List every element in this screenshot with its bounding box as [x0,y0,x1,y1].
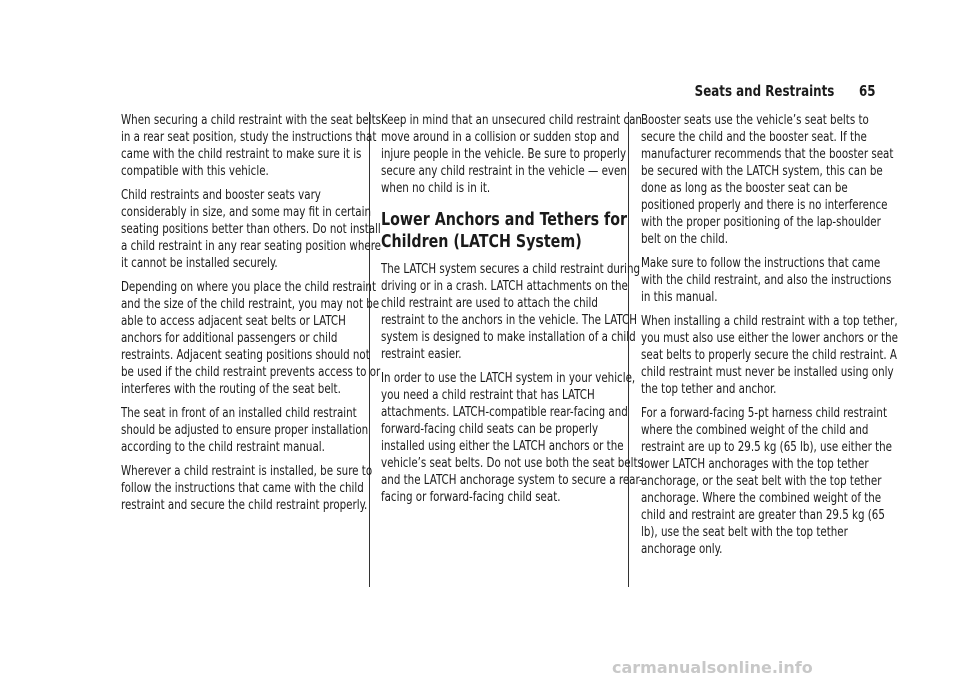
text-column-3 [641,112,903,565]
watermark: carmanualsonline.info [612,658,813,677]
paragraph: Booster seats use the vehicle’s seat belts to secure the child and the booster seat. If the manufacturer recommends that the booster seat be secured with the LATCH system, this can be done as long as the booster seat can be positioned properly and there is no interference with the proper positioning of the lap-shoulder belt on the child. [641,113,894,247]
section-title: Seats and Restraints [695,82,835,100]
text-column-1 [121,112,383,521]
section-heading: Lower Anchors and Tethers for Children (LATCH System) [381,209,628,252]
text-column-2 [381,112,643,513]
paragraph: When securing a child restraint with the seat belts in a rear seat position, study the instructions that came with the child restraint to make sure it is compatible with this vehicle. [121,113,382,179]
paragraph: The LATCH system secures a child restraint during driving or in a crash. LATCH attachments on the child restraint are used to attach the child restraint to the anchors in the vehicle. The LATCH system is designed to make installation of a child restraint easier. [381,262,641,362]
paragraph: For a forward-facing 5-pt harness child restraint where the combined weight of the child and restraint are up to 29.5 kg (65 lb), use either the lower LATCH anchorages with the top tether anchorage, or the seat belt with the top tether anchorage. Where the combined weight of the child and restraint are greater than 29.5 kg (65 lb), use the seat belt with the top tether anchorage only. [641,406,892,557]
paragraph: When installing a child restraint with a top tether, you must also use either the lower anchors or the seat belts to properly secure the child restraint. A child restraint must never be installed using only the top tether and anchor. [641,314,898,397]
page-number: 65 [859,82,876,100]
paragraph: Child restraints and booster seats vary considerably in size, and some may fit in certain seating positions better than others. Do not install a child restraint in any rear seating position where it cannot be installed securely. [121,188,382,271]
paragraph: The seat in front of an installed child restraint should be adjusted to ensure proper installation according to the child restraint manual. [121,406,369,455]
paragraph: Wherever a child restraint is installed, be sure to follow the instructions that came with the child restraint and secure the child restraint properly. [121,464,373,513]
page-header [695,82,876,100]
paragraph: In order to use the LATCH system in your vehicle, you need a child restraint that has LATCH attachments. LATCH-compatible rear-facing and forward-facing child seats can be properly installed using either the LATCH anchors or the vehicle’s seat belts. Do not use both the seat belts and the LATCH anchorage system to secure a rear-facing or forward-facing child seat. [381,371,643,505]
paragraph: Depending on where you place the child restraint and the size of the child restraint, you may not be able to access adjacent seat belts or LATCH anchors for additional passengers or child restraints. Adjacent seating positions should not be used if the child restraint prevents access to or interferes with the routing of the seat belt. [121,280,381,397]
paragraph: Keep in mind that an unsecured child restraint can move around in a collision or sudden stop and injure people in the vehicle. Be sure to properly secure any child restraint in the vehicle — even when no child is in it. [381,113,642,196]
paragraph: Make sure to follow the instructions that came with the child restraint, and also the instructions in this manual. [641,256,892,305]
